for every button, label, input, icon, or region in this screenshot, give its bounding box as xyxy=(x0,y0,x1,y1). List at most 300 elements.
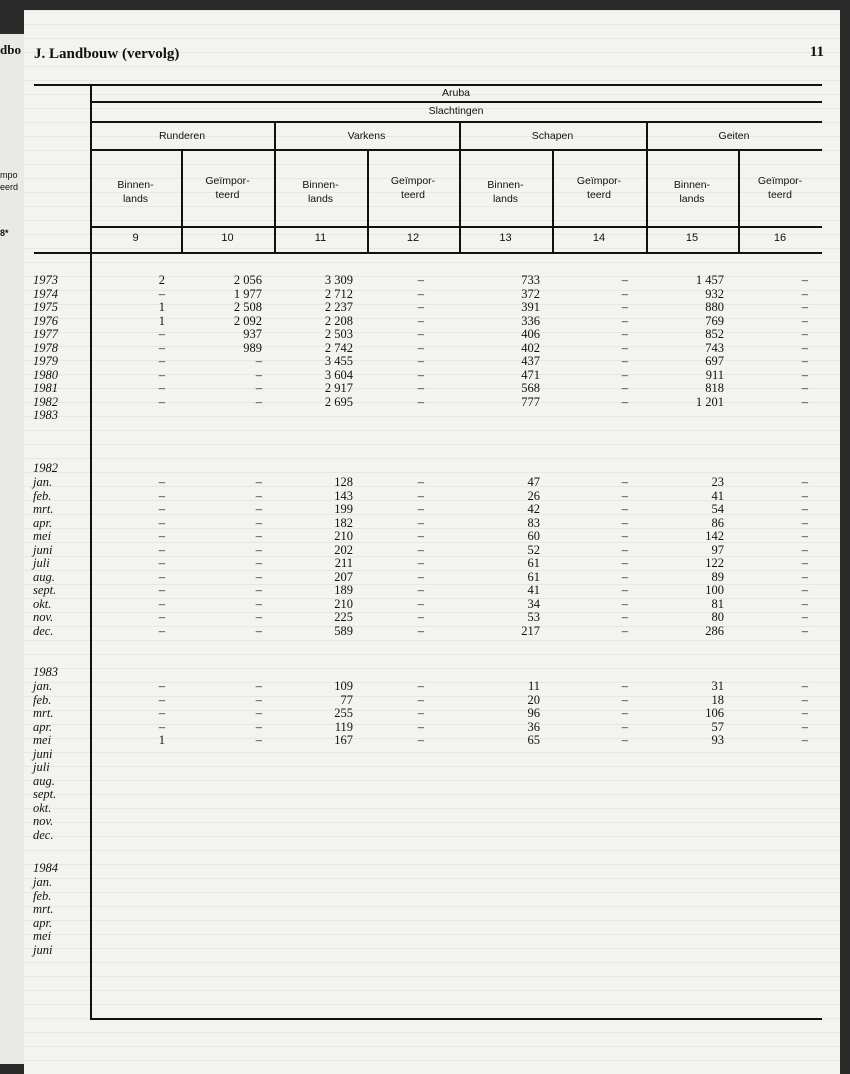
table-cell: – xyxy=(621,706,628,720)
table-cell: 83 xyxy=(527,515,540,530)
table-cell: – xyxy=(801,286,808,301)
table-cell: 31 xyxy=(711,679,724,693)
table-cell: 57 xyxy=(711,719,724,734)
table-cell: 2 712 xyxy=(324,286,353,301)
table-cell: – xyxy=(417,475,424,489)
table-cell: 2 742 xyxy=(324,340,353,355)
column-number: 13 xyxy=(499,232,512,244)
table-cell: – xyxy=(621,502,628,516)
table-cell: – xyxy=(621,610,628,624)
table-cell: – xyxy=(417,381,424,395)
table-cell: 77 xyxy=(340,692,353,707)
row-label: mei xyxy=(33,529,52,543)
table-cell: – xyxy=(417,354,424,368)
block-year-label: 1982 xyxy=(33,461,58,475)
column-number: 14 xyxy=(592,232,606,244)
table-cell: – xyxy=(255,367,262,382)
table-cell: – xyxy=(417,569,424,584)
table-cell: 402 xyxy=(521,340,540,355)
table-cell: – xyxy=(801,381,808,395)
table-cell: 818 xyxy=(705,381,724,395)
table-cell: – xyxy=(158,556,165,570)
prev-page-fragment: 8* xyxy=(0,228,9,238)
table-cell: 1 977 xyxy=(233,286,262,301)
table-cell: – xyxy=(801,733,808,747)
row-label: mei xyxy=(33,733,52,747)
table-cell: 743 xyxy=(705,340,724,355)
row-label: 1978 xyxy=(33,340,58,355)
table-cell: 1 xyxy=(158,300,165,314)
table-cell: 932 xyxy=(705,286,724,301)
table-row xyxy=(0,557,850,571)
row-label: dec. xyxy=(33,827,54,842)
table-cell: 852 xyxy=(705,327,724,341)
table-row xyxy=(0,903,850,917)
table-cell: 47 xyxy=(527,475,540,489)
table-cell: 65 xyxy=(527,733,540,747)
table-cell: – xyxy=(621,475,628,489)
subheader-binnenlands: Binnen- lands xyxy=(302,179,339,205)
table-cell: 2 237 xyxy=(324,300,353,314)
table-cell: 697 xyxy=(705,354,724,368)
table-cell: – xyxy=(801,706,808,720)
table-row xyxy=(0,625,850,639)
table-cell: – xyxy=(158,515,165,530)
table-cell: 286 xyxy=(705,623,724,638)
table-cell: – xyxy=(801,623,808,638)
table-cell: 1 201 xyxy=(695,394,724,409)
table-row xyxy=(0,829,850,843)
table-row xyxy=(0,917,850,931)
row-label: mrt. xyxy=(33,502,54,516)
table-cell: – xyxy=(417,706,424,720)
table-cell: – xyxy=(417,679,424,693)
table-row xyxy=(0,382,850,396)
table-cell: 2 092 xyxy=(233,313,262,328)
subheader-geimporteerd: Geïmpor- teerd xyxy=(205,175,250,201)
table-cell: 54 xyxy=(711,502,724,516)
table-cell: 119 xyxy=(334,719,353,734)
table-cell: – xyxy=(801,313,808,328)
table-cell: – xyxy=(158,502,165,516)
table-row xyxy=(0,775,850,789)
row-label: 1983 xyxy=(33,408,58,422)
table-cell: – xyxy=(621,313,628,328)
table-cell: – xyxy=(801,488,808,503)
table-cell: – xyxy=(801,502,808,516)
table-cell: 207 xyxy=(334,569,353,584)
table-cell: – xyxy=(621,354,628,368)
table-cell: – xyxy=(255,569,262,584)
group-runderen: Runderen xyxy=(158,130,206,142)
table-cell: 2 503 xyxy=(324,327,353,341)
table-cell: 911 xyxy=(705,367,724,382)
table-cell: – xyxy=(621,583,628,597)
table-cell: – xyxy=(255,733,262,747)
row-label: 1981 xyxy=(33,381,58,395)
table-cell: – xyxy=(255,623,262,638)
table-row xyxy=(0,815,850,829)
table-cell: 471 xyxy=(521,367,540,382)
table-cell: – xyxy=(255,354,262,368)
table-cell: – xyxy=(417,610,424,624)
table-cell: – xyxy=(801,529,808,543)
table-row xyxy=(0,761,850,775)
table-cell: – xyxy=(158,394,165,409)
table-cell: 2 695 xyxy=(324,394,353,409)
table-cell: 106 xyxy=(705,706,724,720)
group-schapen: Schapen xyxy=(531,130,574,142)
row-label: juni xyxy=(33,542,53,557)
table-cell: 2 508 xyxy=(233,300,262,314)
table-row xyxy=(0,584,850,598)
table-cell: – xyxy=(158,542,165,557)
row-label: feb. xyxy=(33,488,52,503)
subheader-binnenlands: Binnen- lands xyxy=(487,179,524,205)
section-title: J. Landbouw (vervolg) xyxy=(34,46,180,62)
table-cell: – xyxy=(621,556,628,570)
table-cell: – xyxy=(801,610,808,624)
column-number: 16 xyxy=(773,232,787,244)
table-cell: – xyxy=(621,733,628,747)
table-cell: – xyxy=(621,286,628,301)
row-label: 1977 xyxy=(33,327,58,341)
table-cell: – xyxy=(417,596,424,611)
subheader-geimporteerd: Geïmpor- teerd xyxy=(757,175,803,201)
group-varkens: Varkens xyxy=(347,130,386,142)
group-geiten: Geiten xyxy=(718,130,750,142)
row-label: jan. xyxy=(33,875,53,889)
table-cell: – xyxy=(158,610,165,624)
table-cell: – xyxy=(158,381,165,395)
table-cell: – xyxy=(801,394,808,409)
table-cell: 61 xyxy=(527,569,540,584)
table-cell: – xyxy=(417,313,424,328)
table-cell: – xyxy=(417,488,424,503)
table-cell: 589 xyxy=(334,623,353,638)
subheader-binnenlands: Binnen- lands xyxy=(673,179,711,205)
table-cell: 1 xyxy=(158,733,165,747)
row-label: sept. xyxy=(33,583,57,597)
table-cell: – xyxy=(158,692,165,707)
table-cell: 336 xyxy=(521,313,540,328)
row-label: jan. xyxy=(33,475,53,489)
row-label: feb. xyxy=(33,888,52,903)
table-row xyxy=(0,707,850,721)
table-row xyxy=(0,802,850,816)
table-cell: 2 917 xyxy=(324,381,353,395)
table-cell: 34 xyxy=(527,596,540,611)
table-cell: – xyxy=(801,556,808,570)
table-cell: – xyxy=(158,367,165,382)
table-cell: 937 xyxy=(243,327,262,341)
table-cell: 60 xyxy=(527,529,540,543)
table-cell: – xyxy=(801,367,808,382)
table-cell: – xyxy=(417,692,424,707)
table-cell: 41 xyxy=(711,488,724,503)
row-label: mrt. xyxy=(33,902,54,916)
row-label: 1973 xyxy=(33,273,58,287)
table-cell: 86 xyxy=(711,515,724,530)
table-cell: – xyxy=(417,515,424,530)
table-cell: – xyxy=(417,719,424,734)
table-row xyxy=(0,788,850,802)
row-label: juni xyxy=(33,942,53,957)
column-number: 10 xyxy=(221,232,234,244)
table-cell: 210 xyxy=(334,596,353,611)
table-cell: 96 xyxy=(527,706,540,720)
table-cell: 2 056 xyxy=(233,273,262,287)
table-cell: – xyxy=(417,286,424,301)
table-row xyxy=(0,890,850,904)
table-row xyxy=(0,530,850,544)
table-cell: – xyxy=(801,273,808,287)
table-cell: 167 xyxy=(334,733,353,747)
table-cell: – xyxy=(417,340,424,355)
table-cell: 2 xyxy=(158,273,165,287)
row-label: nov. xyxy=(33,814,54,828)
row-label: apr. xyxy=(33,719,53,734)
table-cell: – xyxy=(417,394,424,409)
table-row xyxy=(0,328,850,342)
table-cell: 26 xyxy=(527,488,540,503)
table-cell: – xyxy=(621,394,628,409)
table-cell: 211 xyxy=(334,556,353,570)
table-cell: 437 xyxy=(521,354,540,368)
table-cell: 189 xyxy=(334,583,353,597)
table-cell: – xyxy=(621,542,628,557)
subheader-geimporteerd: Geïmpor- teerd xyxy=(390,175,436,201)
table-cell: – xyxy=(158,679,165,693)
table-cell: 61 xyxy=(527,556,540,570)
block-year-label: 1984 xyxy=(33,861,58,875)
table-cell: 199 xyxy=(334,502,353,516)
table-row xyxy=(0,503,850,517)
table-cell: – xyxy=(621,596,628,611)
table-cell: – xyxy=(255,679,262,693)
table-cell: – xyxy=(255,381,262,395)
table-cell: – xyxy=(417,542,424,557)
table-cell: – xyxy=(621,692,628,707)
row-label: sept. xyxy=(33,787,57,801)
table-cell: – xyxy=(417,556,424,570)
table-cell: – xyxy=(158,583,165,597)
table-cell: – xyxy=(417,300,424,314)
table-cell: – xyxy=(801,596,808,611)
table-row xyxy=(0,930,850,944)
table-cell: – xyxy=(801,679,808,693)
table-cell: – xyxy=(801,475,808,489)
table-cell: – xyxy=(158,623,165,638)
table-cell: – xyxy=(621,300,628,314)
table-cell: – xyxy=(255,529,262,543)
table-row xyxy=(0,748,850,762)
table-cell: 406 xyxy=(521,327,540,341)
table-cell: 52 xyxy=(527,542,540,557)
table-row xyxy=(0,876,850,890)
row-label: apr. xyxy=(33,915,53,930)
table-cell: 80 xyxy=(711,610,724,624)
table-cell: – xyxy=(801,692,808,707)
row-label: 1980 xyxy=(33,367,58,382)
table-cell: 143 xyxy=(334,488,353,503)
prev-page-fragment: dbo xyxy=(0,42,21,57)
block-year-label: 1983 xyxy=(33,665,58,679)
table-cell: – xyxy=(621,529,628,543)
table-cell: – xyxy=(158,488,165,503)
row-label: juni xyxy=(33,746,53,761)
table-cell: – xyxy=(255,542,262,557)
page-number: 11 xyxy=(809,44,824,60)
row-label: juli xyxy=(33,760,50,774)
table-cell: 568 xyxy=(521,381,540,395)
table-cell: – xyxy=(417,529,424,543)
column-number: 11 xyxy=(314,232,327,244)
table-cell: – xyxy=(255,475,262,489)
table-cell: 1 xyxy=(158,313,165,328)
row-label: nov. xyxy=(33,610,54,624)
row-label: 1976 xyxy=(33,313,58,328)
table-cell: – xyxy=(158,286,165,301)
table-cell: – xyxy=(255,719,262,734)
subheader-binnenlands: Binnen- lands xyxy=(117,179,154,205)
table-row xyxy=(0,611,850,625)
table-cell: 3 455 xyxy=(324,354,353,368)
row-label: dec. xyxy=(33,623,54,638)
table-cell: 769 xyxy=(705,313,724,328)
table-cell: 23 xyxy=(711,475,724,489)
table-cell: 733 xyxy=(521,273,540,287)
table-cell: – xyxy=(621,569,628,584)
table-cell: 42 xyxy=(527,502,540,516)
table-row xyxy=(0,680,850,694)
table-cell: 391 xyxy=(521,300,540,314)
table-cell: – xyxy=(801,569,808,584)
table-cell: – xyxy=(158,569,165,584)
table-cell: – xyxy=(801,300,808,314)
header-region: Aruba xyxy=(441,87,471,99)
table-cell: 18 xyxy=(711,692,724,707)
row-label: 1982 xyxy=(33,394,58,409)
table-cell: – xyxy=(255,502,262,516)
table-cell: – xyxy=(417,583,424,597)
row-label: aug. xyxy=(33,569,55,584)
prev-page-fragment: mpo xyxy=(0,170,18,180)
table-cell: 97 xyxy=(711,542,724,557)
table-cell: 36 xyxy=(527,719,540,734)
column-number: 12 xyxy=(406,232,420,244)
table-cell: 41 xyxy=(527,583,540,597)
table-cell: 109 xyxy=(334,679,353,693)
table-cell: – xyxy=(801,327,808,341)
table-cell: 93 xyxy=(711,733,724,747)
table-cell: 11 xyxy=(527,679,540,693)
table-cell: – xyxy=(255,488,262,503)
table-cell: 142 xyxy=(705,529,724,543)
subheader-geimporteerd: Geïmpor- teerd xyxy=(576,175,622,201)
table-cell: – xyxy=(621,367,628,382)
column-number: 15 xyxy=(685,232,699,244)
table-row xyxy=(0,274,850,288)
table-cell: 122 xyxy=(705,556,724,570)
table-cell: 255 xyxy=(334,706,353,720)
table-cell: 777 xyxy=(521,394,540,409)
table-cell: – xyxy=(255,556,262,570)
row-label: mrt. xyxy=(33,706,54,720)
table-row xyxy=(0,355,850,369)
table-cell: – xyxy=(417,502,424,516)
header-subject: Slachtingen xyxy=(428,105,484,117)
table-cell: – xyxy=(417,733,424,747)
table-cell: – xyxy=(255,692,262,707)
table-cell: – xyxy=(621,515,628,530)
table-cell: – xyxy=(417,273,424,287)
table-cell: – xyxy=(801,354,808,368)
table-cell: – xyxy=(801,719,808,734)
row-label: 1974 xyxy=(33,286,58,301)
table-cell: – xyxy=(255,583,262,597)
table-cell: – xyxy=(417,623,424,638)
table-cell: – xyxy=(621,340,628,355)
table-cell: 182 xyxy=(334,515,353,530)
table-cell: – xyxy=(621,488,628,503)
table-cell: – xyxy=(158,327,165,341)
table-cell: 128 xyxy=(334,475,353,489)
row-label: jan. xyxy=(33,679,53,693)
table-cell: – xyxy=(158,475,165,489)
table-row xyxy=(0,301,850,315)
table-cell: 880 xyxy=(705,300,724,314)
table-cell: – xyxy=(621,381,628,395)
table-row xyxy=(0,944,850,958)
table-cell: 225 xyxy=(334,610,353,624)
table-cell: – xyxy=(158,706,165,720)
table-cell: – xyxy=(255,596,262,611)
table-cell: 53 xyxy=(527,610,540,624)
table-cell: 89 xyxy=(711,569,724,584)
table-cell: 210 xyxy=(334,529,353,543)
table-cell: 989 xyxy=(243,340,262,355)
table-cell: – xyxy=(417,327,424,341)
table-cell: – xyxy=(801,340,808,355)
table-cell: – xyxy=(801,542,808,557)
table-cell: – xyxy=(158,719,165,734)
table-cell: 81 xyxy=(711,596,724,611)
column-number: 9 xyxy=(132,232,139,244)
table-cell: – xyxy=(158,529,165,543)
row-label: aug. xyxy=(33,773,55,788)
table-row xyxy=(0,734,850,748)
table-cell: – xyxy=(621,719,628,734)
row-label: juli xyxy=(33,556,50,570)
table-cell: 100 xyxy=(705,583,724,597)
row-label: okt. xyxy=(33,800,52,815)
table-cell: 3 604 xyxy=(324,367,353,382)
table-cell: – xyxy=(621,679,628,693)
table-cell: – xyxy=(621,623,628,638)
table-cell: – xyxy=(417,367,424,382)
row-label: feb. xyxy=(33,692,52,707)
table-cell: – xyxy=(158,596,165,611)
table-cell: – xyxy=(255,515,262,530)
table-cell: 1 457 xyxy=(695,273,724,287)
table-cell: – xyxy=(158,354,165,368)
table-cell: – xyxy=(158,340,165,355)
table-cell: 372 xyxy=(521,286,540,301)
table-cell: – xyxy=(801,583,808,597)
table-cell: 202 xyxy=(334,542,353,557)
prev-page-fragment: eerd xyxy=(0,182,19,192)
